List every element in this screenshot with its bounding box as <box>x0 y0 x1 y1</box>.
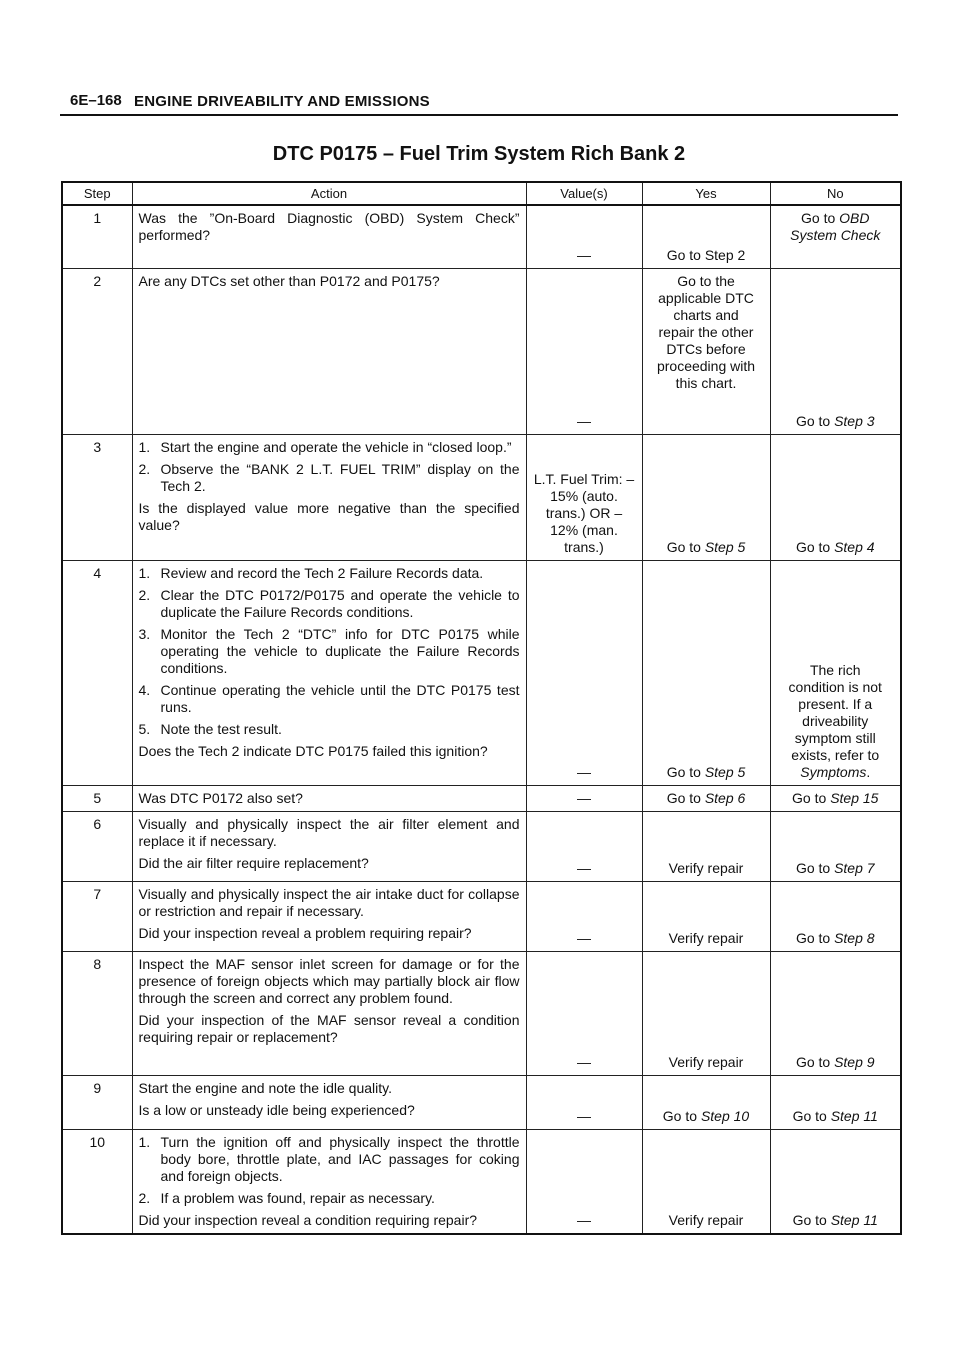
table-row <box>62 881 901 951</box>
column-header-action: Action <box>132 182 526 205</box>
no-prefix: Go to <box>801 210 836 226</box>
yes-prefix: Go to <box>666 789 701 806</box>
action-text: Are any DTCs set other than P0172 and P0175? <box>138 272 440 289</box>
table-row <box>62 951 901 1075</box>
yes-cell: Go to Step 2 <box>642 205 770 268</box>
action-cell <box>132 1129 526 1234</box>
value-cell: — <box>526 881 642 951</box>
action-cell <box>132 268 526 434</box>
no-prefix: Go to <box>795 412 831 429</box>
value-cell: — <box>526 785 642 811</box>
yes-cell <box>642 434 770 560</box>
step-number: 8 <box>62 951 132 1075</box>
no-link: Step 15 <box>830 789 879 806</box>
yes-cell <box>642 785 770 811</box>
action-item: 2. Observe the “BANK 2 L.T. FUEL TRIM” display on the Tech 2. <box>138 460 520 494</box>
section-title: ENGINE DRIVEABILITY AND EMISSIONS <box>134 93 430 110</box>
value-cell: — <box>526 268 642 434</box>
step-number: 1 <box>62 205 132 268</box>
no-cell <box>770 560 901 785</box>
no-cell <box>770 951 901 1075</box>
action-question: Is a low or unsteady idle being experienced? <box>138 1101 415 1118</box>
no-link: Step 11 <box>830 1107 878 1124</box>
table-row <box>62 205 901 268</box>
action-cell <box>132 811 526 881</box>
no-prefix: Go to <box>792 1107 827 1124</box>
step-number: 3 <box>62 434 132 560</box>
yes-prefix: Go to <box>666 538 701 555</box>
action-item: 3. Monitor the Tech 2 “DTC” info for DTC P0175 while operating the vehicle to duplicate the Failure Records conditions. <box>138 625 520 676</box>
no-link: Step 3 <box>834 412 875 429</box>
no-prefix: Go to <box>795 859 831 876</box>
action-cell <box>132 1075 526 1129</box>
no-cell <box>770 434 901 560</box>
yes-link: Step 10 <box>700 1107 750 1124</box>
value-cell: — <box>526 205 642 268</box>
no-cell <box>770 1075 901 1129</box>
step-number: 9 <box>62 1075 132 1129</box>
step-number: 5 <box>62 785 132 811</box>
step-number: 7 <box>62 881 132 951</box>
yes-prefix: Go to <box>666 763 701 780</box>
action-text: Visually and physically inspect the air intake duct for collapse or restriction and repair if necessary. <box>138 885 520 919</box>
yes-cell: Verify repair <box>642 881 770 951</box>
no-text: The rich condition is not present. If a driveability symptom still exists, refer to <box>788 661 882 763</box>
value-cell: — <box>526 560 642 785</box>
step-number: 10 <box>62 1129 132 1234</box>
column-header-values: Value(s) <box>526 182 642 205</box>
no-link: Step 9 <box>834 1053 875 1070</box>
action-text: Was the ”On-Board Diagnostic (OBD) System Check” performed? <box>138 210 520 243</box>
column-header-no: No <box>770 182 901 205</box>
table-row <box>62 1129 901 1234</box>
no-cell <box>770 268 901 434</box>
table-row <box>62 1075 901 1129</box>
page-number: 6E–168 <box>70 92 122 109</box>
value-cell: — <box>526 1075 642 1129</box>
no-link: Step 4 <box>834 538 875 555</box>
value-cell: L.T. Fuel Trim: –15% (auto. trans.) OR –12% (man. trans.) <box>526 434 642 560</box>
action-item: 1. Review and record the Tech 2 Failure Records data. <box>138 564 484 581</box>
no-link: OBD System Check <box>790 210 881 243</box>
no-link: Step 7 <box>834 859 875 876</box>
yes-link: Step 5 <box>704 538 746 555</box>
no-link: Step 8 <box>834 929 875 946</box>
action-cell <box>132 560 526 785</box>
table-row <box>62 785 901 811</box>
action-cell <box>132 785 526 811</box>
table-header-row <box>62 182 901 205</box>
step-number: 6 <box>62 811 132 881</box>
no-link: Symptoms <box>800 763 867 780</box>
page-title: DTC P0175 – Fuel Trim System Rich Bank 2 <box>272 143 686 165</box>
action-cell <box>132 434 526 560</box>
no-prefix: Go to <box>792 1212 827 1228</box>
yes-cell: Verify repair <box>642 811 770 881</box>
yes-cell: Go to the applicable DTC charts and repair the other DTCs before proceeding with this chart. <box>642 268 770 434</box>
table-row <box>62 560 901 785</box>
no-suffix: . <box>866 763 871 780</box>
action-item: 1. Turn the ignition off and physically inspect the throttle body bore, throttle plate, and IAC passages for coking and foreign objects. <box>138 1133 520 1184</box>
header-rule <box>60 114 898 116</box>
action-item: 5. Note the test result. <box>138 720 282 737</box>
yes-cell <box>642 560 770 785</box>
value-cell: — <box>526 811 642 881</box>
action-cell <box>132 951 526 1075</box>
action-item: 2. If a problem was found, repair as necessary. <box>138 1189 435 1206</box>
action-question: Did your inspection reveal a condition requiring repair? <box>138 1211 478 1228</box>
action-item: 1. Start the engine and operate the vehicle in “closed loop.” <box>138 438 512 455</box>
no-cell <box>770 1129 901 1234</box>
yes-cell: Verify repair <box>642 951 770 1075</box>
table-row <box>62 268 901 434</box>
no-prefix: Go to <box>792 789 827 806</box>
column-header-yes: Yes <box>642 182 770 205</box>
diagnostic-table <box>61 181 902 1235</box>
action-text: Inspect the MAF sensor inlet screen for damage or for the presence of foreign objects which may partially block air flow through the screen and correct any problem found. <box>138 955 520 1006</box>
action-item: 4. Continue operating the vehicle until the DTC P0175 test runs. <box>138 681 520 715</box>
step-number: 2 <box>62 268 132 434</box>
yes-link: Step 5 <box>704 763 746 780</box>
action-question: Is the displayed value more negative than the specified value? <box>138 499 520 533</box>
no-link: Step 11 <box>830 1212 878 1228</box>
action-question: Does the Tech 2 indicate DTC P0175 failed this ignition? <box>138 742 488 759</box>
action-cell <box>132 205 526 268</box>
table-row <box>62 434 901 560</box>
value-cell: — <box>526 1129 642 1234</box>
no-prefix: Go to <box>795 929 831 946</box>
yes-prefix: Go to <box>662 1107 698 1124</box>
action-item: 2. Clear the DTC P0172/P0175 and operate the vehicle to duplicate the Failure Records conditions. <box>138 586 520 620</box>
step-number: 4 <box>62 560 132 785</box>
no-cell <box>770 811 901 881</box>
no-prefix: Go to <box>795 1053 831 1070</box>
yes-cell <box>642 1075 770 1129</box>
column-header-step: Step <box>62 182 132 205</box>
action-text: Start the engine and note the idle quality. <box>138 1079 392 1096</box>
action-text: Visually and physically inspect the air filter element and replace it if necessary. <box>138 815 520 849</box>
action-question: Did your inspection reveal a problem requiring repair? <box>138 924 472 941</box>
value-cell: — <box>526 951 642 1075</box>
no-cell <box>770 205 901 268</box>
action-question: Did your inspection of the MAF sensor reveal a condition requiring repair or replacement? <box>138 1011 520 1045</box>
no-prefix: Go to <box>795 538 831 555</box>
table-row <box>62 811 901 881</box>
action-question: Did the air filter require replacement? <box>138 854 369 871</box>
no-cell <box>770 785 901 811</box>
yes-link: Step 6 <box>704 789 746 806</box>
no-cell <box>770 881 901 951</box>
yes-cell: Verify repair <box>642 1129 770 1234</box>
action-text: Was DTC P0172 also set? <box>138 789 303 806</box>
action-cell <box>132 881 526 951</box>
